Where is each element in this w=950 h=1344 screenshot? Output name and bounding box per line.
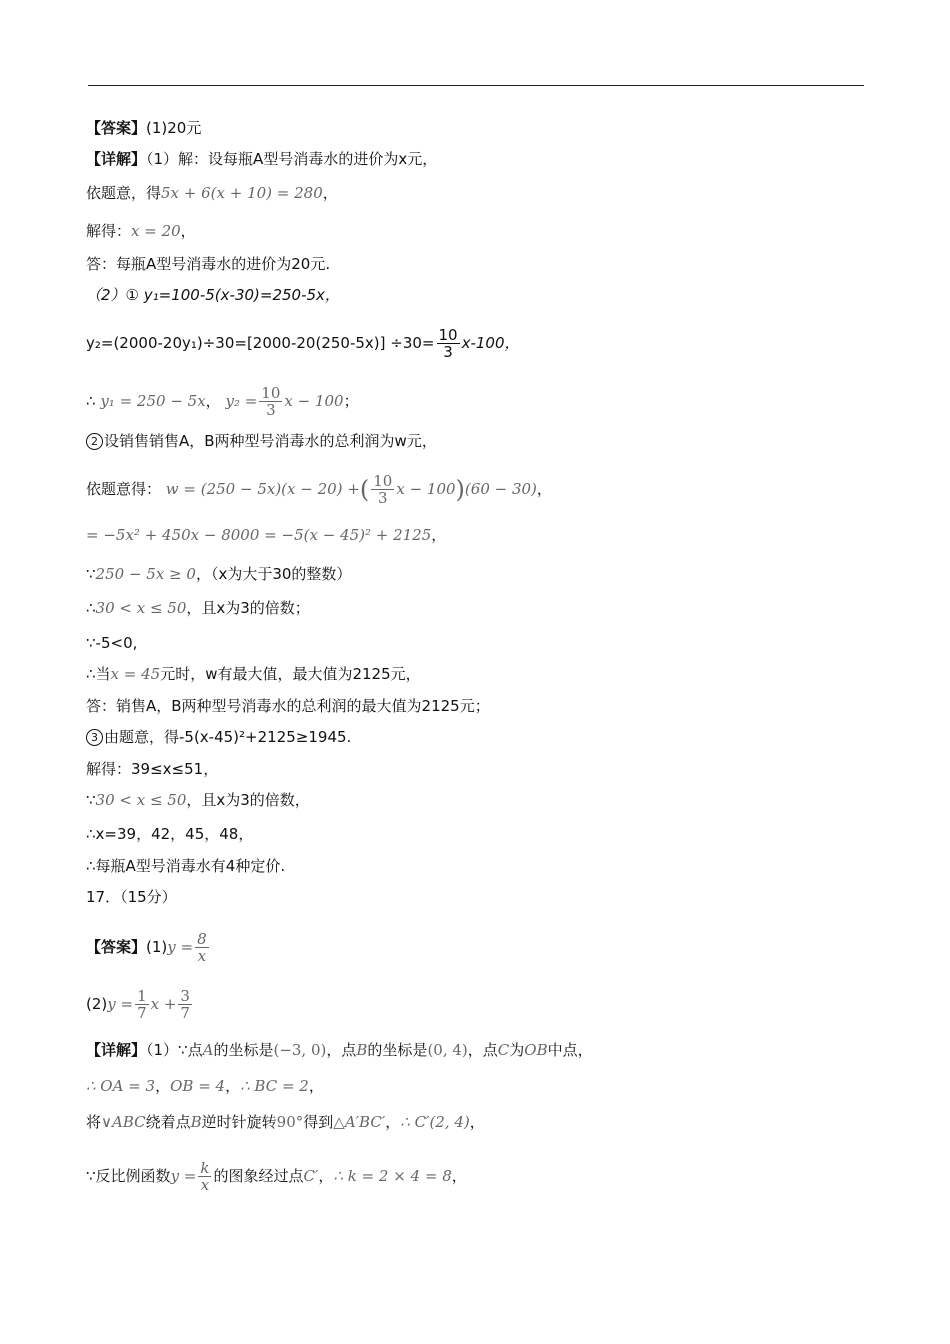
answer-statement-2: 答：销售A，B两种型号消毒水的总利润的最大值为2125元； (86, 697, 490, 715)
profit-expand-line: = −5x² + 450x − 8000 = −5(x − 45)² + 2125， (86, 526, 447, 544)
q17-detail-line-1: 【详解】（1）∵点A的坐标是(−3, 0)，点B的坐标是(0, 4)，点C为OB中点， (86, 1041, 593, 1059)
detail-label: 【详解】 (86, 1041, 147, 1059)
answer-label: 【答案】 (86, 119, 147, 137)
circled-number-3: 3 (86, 729, 103, 746)
part2-y2-line: y₂=(2000-20y₁)÷30=[2000-20(250-5x)] ÷30= $\frac{10}{3}$ x-100， (86, 326, 520, 361)
fraction: $\frac{1}{7}$ (137, 987, 147, 1022)
q17-answer-1: 【答案】(1)y = $\frac{8}{x}$ (86, 930, 207, 965)
answer-statement-1: 答：每瓶A型号消毒水的进价为20元. (86, 255, 331, 273)
header-rule (88, 85, 864, 86)
therefore-y-line: ∴ y₁ = 250 − 5x， y₂ = $\frac{10}{3}$ x − 100； (86, 384, 359, 419)
coefficient-line: ∵-5<0, (86, 634, 138, 652)
profit-equation-line: 依题意得： w = (250 − 5x)(x − 20) +( $\frac{10}{3}$ x − 100)(60 − 30)， (86, 472, 552, 507)
q17-detail-line-4: ∵反比例函数y = $\frac{k}{x}$ 的图象经过点C′，∴ k = 2 × 4 = 8， (86, 1159, 467, 1194)
question-17-heading: 17．（15分） (86, 888, 177, 906)
part3-values-line: ∴x=39，42，45，48， (86, 825, 254, 843)
answer-line-1: 【答案】(1)20元 (86, 119, 202, 137)
fraction: $\frac{10}{3}$ (261, 384, 281, 419)
range-line: ∴30 < x ≤ 50，且x为3的倍数； (86, 599, 310, 617)
constraint-line: ∵250 − 5x ≥ 0，（x为大于30的整数） (86, 565, 352, 583)
max-value-line: ∴当x = 45元时，w有最大值，最大值为2125元， (86, 665, 421, 683)
fraction: $\frac{k}{x}$ (200, 1159, 210, 1194)
fraction: $\frac{8}{x}$ (197, 930, 207, 965)
circled-number-2: 2 (86, 433, 103, 450)
fraction: $\frac{10}{3}$ (438, 326, 458, 361)
answer-label: 【答案】 (86, 938, 147, 956)
part3-conclusion-line: ∴每瓶A型号消毒水有4种定价. (86, 857, 286, 875)
part2-y1-line: （2）① y₁=100-5(x-30)=250-5x， (86, 286, 340, 304)
fraction: $\frac{3}{7}$ (180, 987, 190, 1022)
detail-line-1: 【详解】（1）解：设每瓶A型号消毒水的进价为x元， (86, 150, 438, 168)
part3-line: 3 由题意，得-5(x-45)²+2125≥1945. (86, 727, 351, 747)
q17-detail-line-3: 将∨ABC绕着点B逆时针旋转90°得到△A′BC′，∴ C′(2, 4)， (86, 1113, 485, 1131)
q17-answer-2: (2)y = $\frac{1}{7}$ x + $\frac{3}{7}$ (86, 987, 190, 1022)
part3-solve-line: 解得：39≤x≤51， (86, 760, 219, 778)
q17-detail-line-2: ∴ OA = 3，OB = 4，∴ BC = 2， (86, 1077, 324, 1095)
part3-range-line: ∵30 < x ≤ 50，且x为3的倍数， (86, 791, 310, 809)
equation-line: 依题意，得5x + 6(x + 10) = 280， (86, 184, 338, 202)
solve-line: 解得：x = 20， (86, 222, 196, 240)
fraction: $\frac{10}{3}$ (373, 472, 393, 507)
profit-setup-line: 2 设销售销售A，B两种型号消毒水的总利润为w元， (86, 431, 437, 451)
detail-label: 【详解】 (86, 150, 147, 168)
